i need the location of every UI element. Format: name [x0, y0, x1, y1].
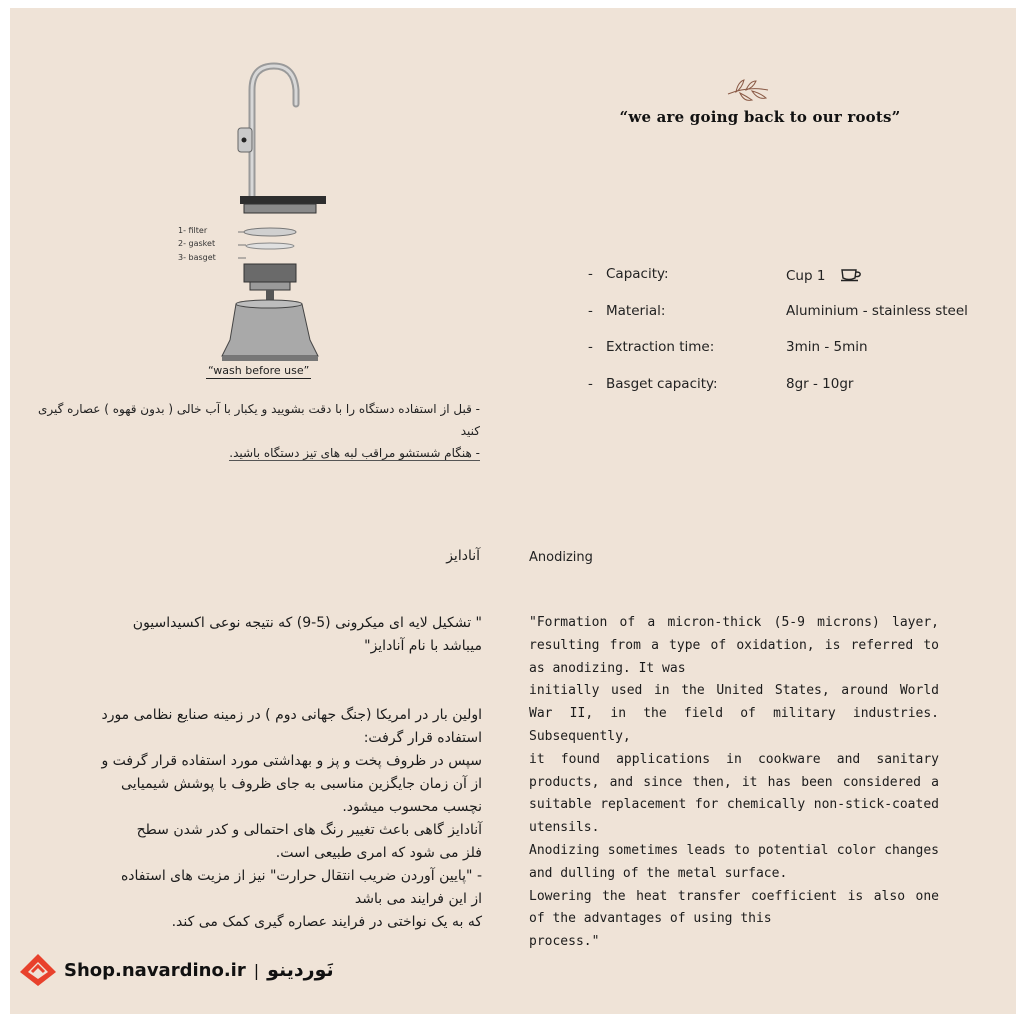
leaf-icon	[724, 76, 772, 104]
spec-row-material: - Material: Aluminium - stainless steel	[588, 302, 968, 319]
fa-line: اولین بار در امریکا (جنگ جهانی دوم ) در زمینه صنایع نظامی مورد	[101, 707, 482, 723]
usage-note: - هنگام شستشو مراقب لبه های تیز دستگاه باشید.	[229, 446, 480, 460]
spec-row-capacity: - Capacity: Cup 1	[588, 266, 998, 303]
anodizing-heading-en: Anodizing	[529, 550, 593, 565]
spec-value: Aluminium - stainless steel	[786, 302, 968, 319]
navardino-logo-icon	[18, 952, 58, 988]
spec-key: Basget capacity:	[606, 375, 718, 392]
usage-notes-fa	[20, 398, 480, 464]
fa-line: " تشکیل لایه ای میکرونی (5-9) که نتیجه نوعی اکسیداسیون	[132, 615, 482, 631]
anodizing-body-en	[529, 612, 939, 954]
brewer-exploded-diagram	[160, 60, 360, 370]
spec-value: Cup 1	[786, 268, 826, 284]
anodizing-heading-fa: آنادایز	[446, 548, 480, 564]
fa-line: سپس در ظروف پخت و پز و بهداشتی مورد استفاده قرار گرفت و	[101, 753, 482, 769]
en-paragraph: initially used in the United States, around World War II, in the field of military industries. Subsequently,	[529, 683, 939, 744]
en-paragraph: Anodizing sometimes leads to potential color changes and dulling of the metal surface.	[529, 842, 939, 881]
label-basget: 3- basget	[178, 253, 216, 262]
fa-line: که به یک نواختی در فرایند عصاره گیری کمک می کند.	[171, 914, 482, 930]
en-paragraph: process."	[529, 934, 600, 950]
fa-line: نچسب محسوب میشود.	[342, 799, 482, 815]
usage-note: - قبل از استفاده دستگاه را با دقت بشویید و یکبار با آب خالی ( بدون قهوه ) عصاره گیری کنید	[37, 402, 480, 438]
spec-key: Capacity:	[606, 266, 669, 282]
spec-list	[588, 266, 998, 412]
fa-line: فلز می شود که امری طبیعی است.	[275, 845, 482, 861]
fa-line: استفاده قرار گرفت:	[363, 730, 482, 746]
en-paragraph: it found applications in cookware and sanitary products, and since then, it has been considered a suitable replacement for chemically non-stick-coated utensils.	[529, 751, 939, 836]
footer-separator: |	[253, 960, 260, 980]
spec-value: 3min - 5min	[786, 339, 868, 355]
en-paragraph: Lowering the heat transfer coefficient is also one of the advantages of using this	[529, 888, 939, 927]
label-gasket: 2- gasket	[178, 239, 216, 248]
fa-line: - "پایین آوردن ضریب انتقال حرارت" نیز از مزیت های استفاده	[120, 868, 482, 884]
brand-name: نَوردینو	[267, 959, 334, 981]
fa-line: آنادایز گاهی باعث تغییر رنگ های احتمالی و کدر شدن سطح	[136, 822, 482, 838]
footer	[18, 952, 334, 988]
spec-row-extraction-time: - Extraction time: 3min - 5min	[588, 339, 868, 355]
anodizing-body-fa	[30, 612, 482, 934]
spec-key: Material:	[606, 302, 666, 319]
wash-before-use-label: “wash before use”	[208, 364, 310, 377]
spec-key: Extraction time:	[606, 339, 715, 355]
tagline-quote: “we are going back to our roots”	[619, 108, 901, 126]
label-filter: 1- filter	[178, 226, 208, 235]
spec-value: 8gr - 10gr	[786, 375, 854, 392]
brewer-illustration	[160, 60, 360, 370]
fa-line: از این فرایند می باشد	[354, 891, 482, 907]
fa-line: از آن زمان جایگزین مناسبی به جای ظروف با پوشش شیمیایی	[121, 776, 482, 792]
shop-link[interactable]: Shop.navardino.ir	[64, 959, 246, 981]
spec-row-basget-capacity: - Basget capacity: 8gr - 10gr	[588, 375, 854, 392]
en-paragraph: "Formation of a micron-thick (5-9 microns) layer, resulting from a type of oxidation, is referred to as anodizing. It was	[529, 615, 939, 676]
fa-line: میباشد با نام آنادایز"	[364, 638, 482, 654]
coffee-cup-icon	[840, 266, 864, 286]
